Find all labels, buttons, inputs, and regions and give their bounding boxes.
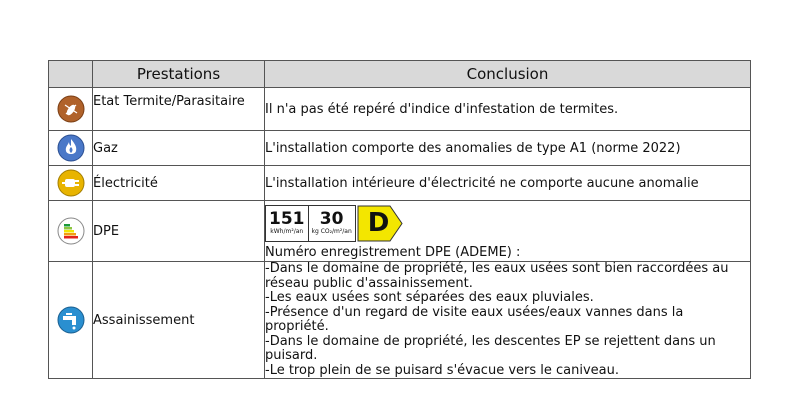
conclusion-line: -Le trop plein de se puisard s'évacue vers le caniveau. — [265, 362, 620, 378]
header-prestations: Prestations — [93, 61, 265, 88]
header-conclusion: Conclusion — [265, 61, 751, 88]
diagnostics-table — [48, 60, 751, 379]
dpe-label — [265, 205, 750, 242]
row-conclusion: L'installation comporte des anomalies de type A1 (norme 2022) — [265, 131, 751, 166]
table-row — [49, 166, 751, 201]
row-conclusion — [265, 262, 751, 379]
dpe-energy-value: 151 — [269, 209, 305, 229]
table-row — [49, 262, 751, 379]
gas-flame-icon — [57, 134, 85, 162]
conclusion-line: réseau public d'assainissement. — [265, 275, 473, 291]
header-row — [49, 61, 751, 88]
dpe-class-letter: D — [367, 207, 390, 238]
electric-plug-icon — [57, 169, 85, 197]
row-conclusion: L'installation intérieure d'électricité ne comporte aucune anomalie — [265, 166, 751, 201]
dpe-co2-value: 30 — [319, 209, 344, 229]
dpe-class-badge — [356, 205, 404, 242]
dpe-co2-box — [309, 205, 356, 242]
table-row — [49, 88, 751, 131]
row-label: DPE — [93, 201, 265, 262]
row-label: Gaz — [93, 131, 265, 166]
conclusion-line: -Les eaux usées sont séparées des eaux pluviales. — [265, 290, 594, 305]
dpe-energy-box — [265, 205, 309, 242]
dpe-registration: Numéro enregistrement DPE (ADEME) : — [265, 244, 521, 260]
row-conclusion: Il n'a pas été repéré d'indice d'infestation de termites. — [265, 88, 751, 131]
water-tap-icon — [57, 306, 85, 334]
row-label: Électricité — [93, 166, 265, 201]
row-label: Assainissement — [93, 262, 265, 379]
table-row — [49, 201, 751, 262]
header-icon-cell — [49, 61, 93, 88]
table-row — [49, 131, 751, 166]
conclusion-line: -Dans le domaine de propriété, les descentes EP se rejettent dans un — [265, 333, 716, 349]
dpe-co2-unit: kg CO₂/m²/an — [311, 228, 352, 235]
conclusion-line: puisard. — [265, 348, 318, 363]
dpe-energy-unit: kWh/m²/an — [270, 228, 304, 235]
termite-icon — [57, 95, 85, 123]
row-label: Etat Termite/Parasitaire — [93, 88, 265, 131]
row-conclusion — [265, 201, 751, 262]
conclusion-line: -Présence d'un regard de visite eaux usées/eaux vannes dans la propriété. — [265, 304, 684, 334]
energy-rating-icon — [57, 217, 85, 245]
conclusion-line: -Dans le domaine de propriété, les eaux usées sont bien raccordées au — [265, 261, 729, 276]
